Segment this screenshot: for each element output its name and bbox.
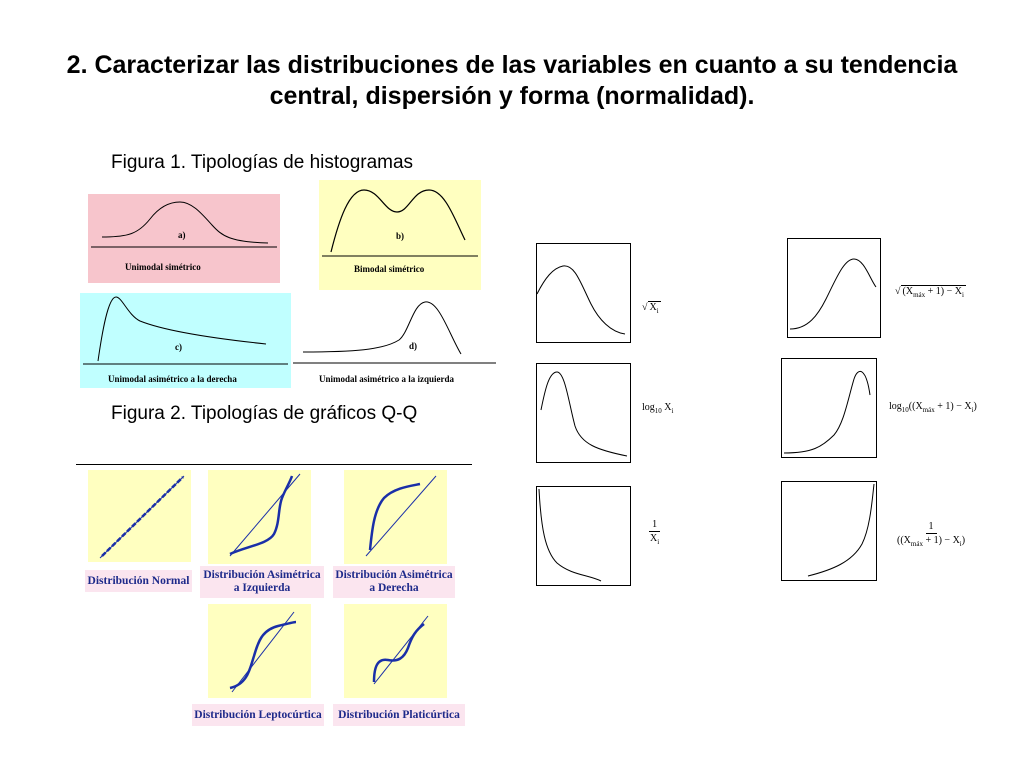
histogram-panel-a: [88, 194, 280, 283]
formula-sqrt-reflect: √ $(X_{máx} + 1) - X_i$: [895, 286, 964, 299]
histogram-b-label: Bimodal simétrico: [354, 264, 425, 274]
figure2-caption: Figura 2. Tipologías de gráficos Q-Q: [111, 403, 418, 424]
qq-panel-asym-left: [208, 470, 311, 564]
qq-label-normal: Distribución Normal: [85, 570, 192, 592]
qq-label-asym-left: Distribución Asimétrica a Izquierda: [200, 566, 324, 598]
histogram-c-label: Unimodal asimétrico a la derecha: [108, 374, 237, 384]
histogram-d-letter: d): [409, 341, 418, 351]
transform-plot-left-3: [536, 486, 631, 586]
transform-plot-right-2: [781, 358, 877, 458]
histogram-a-label: Unimodal simétrico: [125, 262, 201, 272]
histogram-panel-b: [319, 180, 481, 290]
qq-panel-asym-right: [344, 470, 447, 564]
qq-label-leptokurtic: Distribución Leptocúrtica: [192, 704, 324, 726]
histogram-b-letter: b): [396, 231, 405, 241]
transform-plot-left-1: [536, 243, 631, 343]
histogram-panel-d: [293, 294, 498, 388]
qq-panel-platykurtic: [344, 604, 447, 698]
qq-label-platykurtic: Distribución Platicúrtica: [333, 704, 465, 726]
qq-label-asym-right: Distribución Asimétrica a Derecha: [333, 566, 455, 598]
histogram-c-letter: c): [175, 342, 182, 352]
figure1-caption: Figura 1. Tipologías de histogramas: [111, 152, 414, 173]
qq-panel-normal: [88, 470, 191, 562]
qq-panel-leptokurtic: [208, 604, 311, 698]
formula-inverse-xi: $\frac{1}{X_i}$: [650, 519, 660, 546]
histogram-a-letter: a): [178, 230, 186, 240]
formula-log10-reflect: $\log_{10}((X_{máx} + 1) - X_i)$: [889, 401, 977, 414]
histogram-panel-c: [80, 293, 291, 388]
slide-title: 2. Caracterizar las distribuciones de las variables en cuanto a su tendencia central, dispersión y forma (normalidad).: [66, 51, 958, 110]
transform-plot-right-3: [781, 481, 877, 581]
histogram-d-label: Unimodal asimétrico a la izquierda: [319, 374, 454, 384]
transform-plot-left-2: [536, 363, 631, 463]
formula-inverse-reflect: $\frac{1}{((X_{máx} + 1) - X_i)}$: [897, 521, 966, 548]
formula-log10-xi: $\log_{10} X_i$: [642, 402, 674, 415]
transform-plot-right-1: [787, 238, 881, 338]
divider-line: [76, 464, 472, 465]
formula-sqrt-xi: √ $X_i$: [642, 302, 659, 315]
